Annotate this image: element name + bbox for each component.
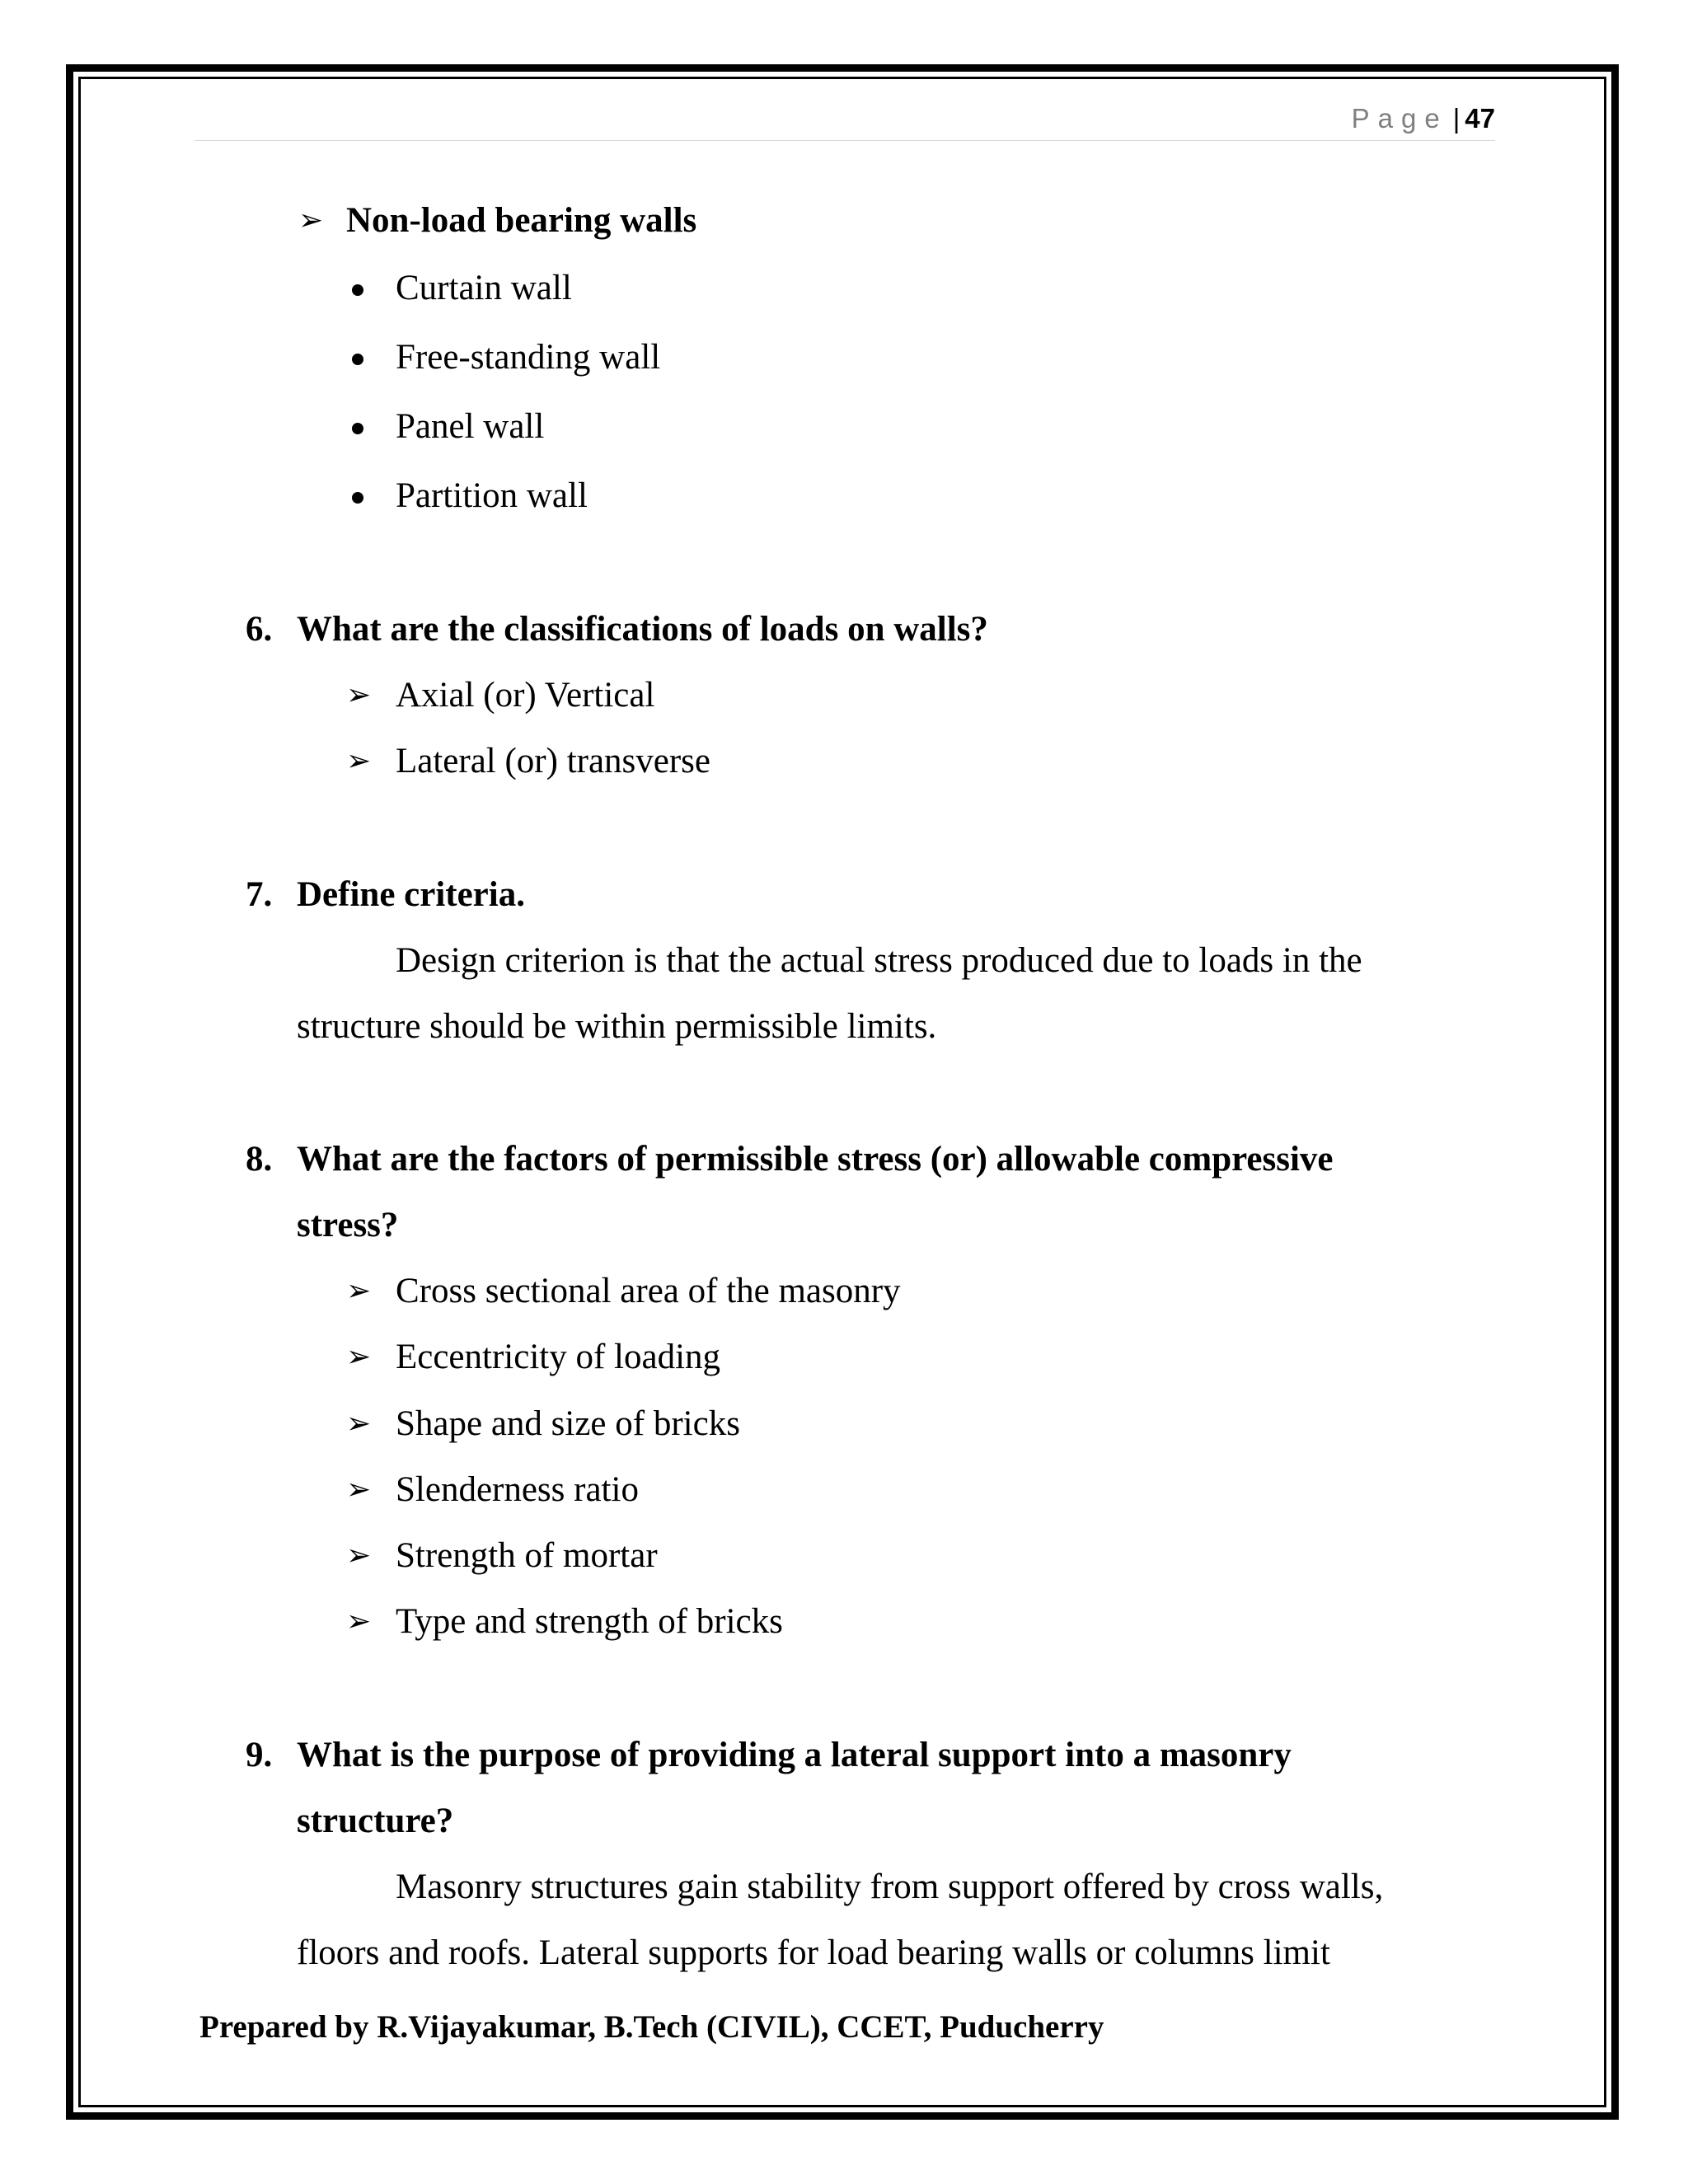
answer-item: Cross sectional area of the masonry — [396, 1272, 901, 1310]
question-number: 6. — [246, 610, 273, 649]
bullet-dot-icon — [352, 423, 363, 434]
answer-item: Eccentricity of loading — [396, 1338, 721, 1376]
page-number-label — [1352, 97, 1495, 140]
bullet-dot-icon — [352, 354, 363, 365]
arrow-bullet-icon: ➢ — [346, 678, 372, 712]
question-number: 7. — [246, 875, 273, 914]
question-text: What are the factors of permissible stress (or) allowable compressive — [297, 1140, 1334, 1179]
page-header — [195, 97, 1495, 141]
answer-item: Strength of mortar — [396, 1536, 658, 1575]
answer-line: Design criterion is that the actual stress produced due to loads in the — [396, 941, 1362, 980]
page-number: 47 — [1465, 103, 1495, 134]
list-item: Panel wall — [396, 407, 545, 446]
page-footer: Prepared by R.Vijayakumar, B.Tech (CIVIL), CCET, Puducherry — [199, 2009, 1104, 2045]
answer-line: Masonry structures gain stability from support offered by cross walls, — [396, 1868, 1384, 1906]
question-text: structure? — [297, 1802, 454, 1840]
list-item: Free-standing wall — [396, 338, 661, 377]
arrow-bullet-icon: ➢ — [346, 1274, 372, 1308]
page-word: Page — [1351, 103, 1448, 134]
list-item: Curtain wall — [396, 269, 572, 307]
section-heading: Non-load bearing walls — [346, 201, 697, 240]
question-text: What is the purpose of providing a lateral support into a masonry — [297, 1736, 1292, 1774]
answer-item: Shape and size of bricks — [396, 1404, 740, 1443]
arrow-bullet-icon: ➢ — [298, 204, 324, 237]
question-text: Define criteria. — [297, 875, 525, 914]
arrow-bullet-icon: ➢ — [346, 744, 372, 778]
bullet-dot-icon — [352, 492, 363, 504]
answer-item: Slenderness ratio — [396, 1470, 639, 1509]
question-number: 8. — [246, 1140, 273, 1179]
list-item: Partition wall — [396, 476, 588, 515]
arrow-bullet-icon: ➢ — [346, 1340, 372, 1374]
answer-line: floors and roofs. Lateral supports for load bearing walls or columns limit — [297, 1933, 1330, 1972]
answer-item: Axial (or) Vertical — [396, 676, 655, 715]
arrow-bullet-icon: ➢ — [346, 1605, 372, 1638]
answer-item: Type and strength of bricks — [396, 1602, 783, 1641]
question-text: What are the classifications of loads on walls? — [297, 610, 988, 649]
page-separator: | — [1452, 103, 1461, 134]
question-text: stress? — [297, 1206, 399, 1244]
answer-item: Lateral (or) transverse — [396, 742, 711, 780]
arrow-bullet-icon: ➢ — [346, 1473, 372, 1507]
arrow-bullet-icon: ➢ — [346, 1539, 372, 1572]
question-number: 9. — [246, 1736, 273, 1774]
arrow-bullet-icon: ➢ — [346, 1407, 372, 1441]
bullet-dot-icon — [352, 284, 363, 296]
answer-line: structure should be within permissible limits. — [297, 1007, 937, 1046]
